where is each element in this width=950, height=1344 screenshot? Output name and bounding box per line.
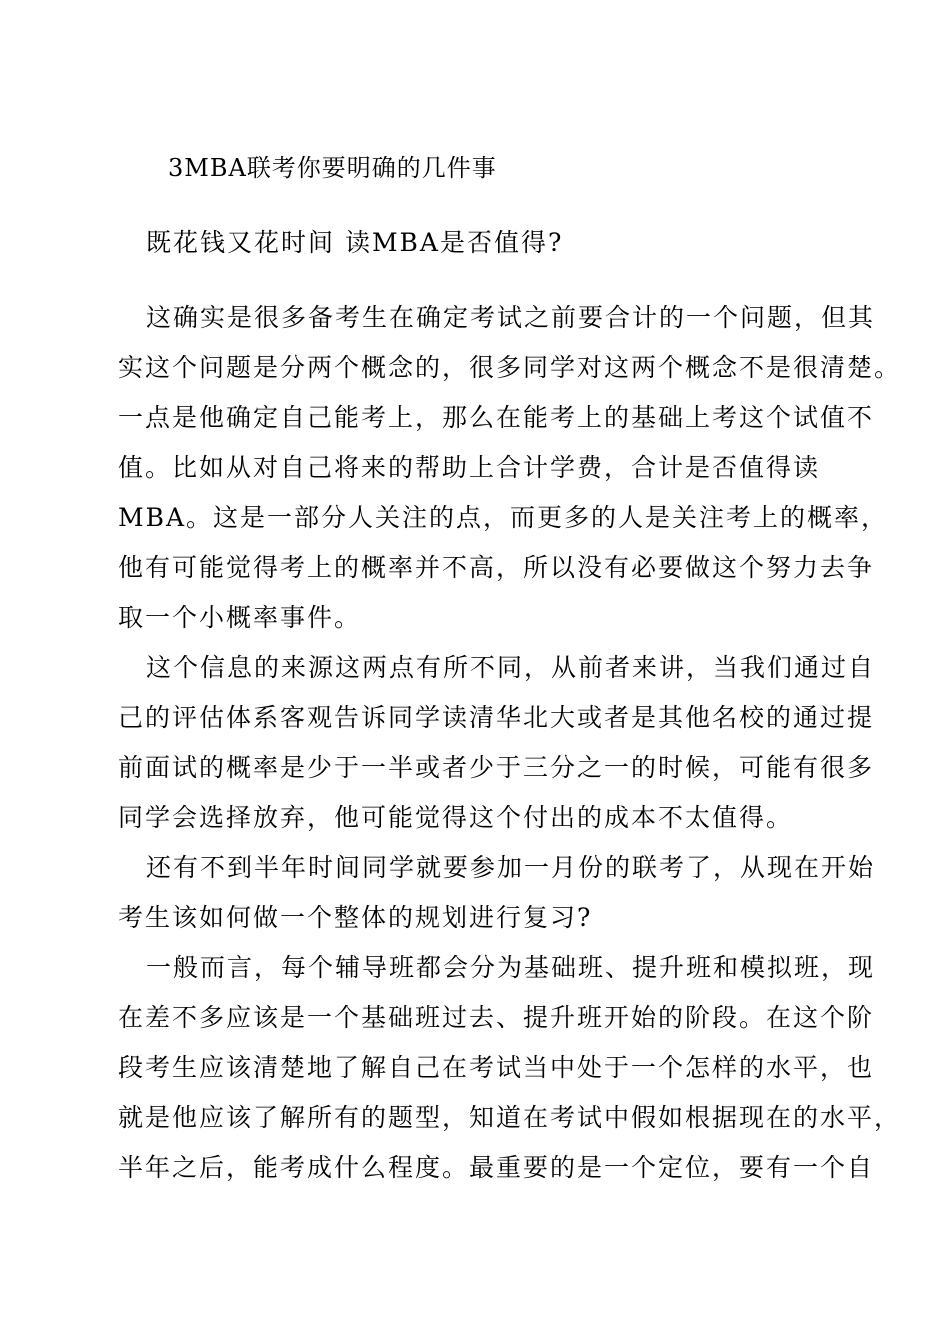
document-title: 3MBA联考你要明确的几件事 [168,154,497,182]
text-line: 还有不到半年时间同学就要参加一月份的联考了，从现在开始 [146,853,876,882]
text-line: 就是他应该了解所有的题型，知道在考试中假如根据现在的水平， [118,1103,902,1132]
text-line: 半年之后，能考成什么程度。最重要的是一个定位，要有一个自 [118,1153,875,1182]
text-line: 前面试的概率是少于一半或者少于三分之一的时候，可能有很多 [118,753,875,782]
text-line: 这个信息的来源这两点有所不同，从前者来讲，当我们通过自 [146,653,876,682]
text-line: 段考生应该清楚地了解自己在考试当中处于一个怎样的水平，也 [118,1053,875,1082]
text-line: 考生该如何做一个整体的规划进行复习? [118,903,593,932]
text-line: 他有可能觉得考上的概率并不高，所以没有必要做这个努力去争 [118,553,875,582]
text-line: 这确实是很多备考生在确定考试之前要合计的一个问题，但其 [146,303,876,332]
text-line: 一般而言，每个辅导班都会分为基础班、提升班和模拟班，现 [146,953,876,982]
text-line: 一点是他确定自己能考上，那么在能考上的基础上考这个试值不 [118,403,875,432]
text-line: 在差不多应该是一个基础班过去、提升班开始的阶段。在这个阶 [118,1003,875,1032]
text-line: 实这个问题是分两个概念的，很多同学对这两个概念不是很清楚。 [118,353,902,382]
text-line: 己的评估体系客观告诉同学读清华北大或者是其他名校的通过提 [118,703,875,732]
text-line: 取一个小概率事件。 [118,603,362,632]
text-line: 值。比如从对自己将来的帮助上合计学费，合计是否值得读 [118,453,821,482]
text-line: 同学会选择放弃，他可能觉得这个付出的成本不太值得。 [118,803,794,832]
text-line: MBA。这是一部分人关注的点，而更多的人是关注考上的概率， [118,503,889,532]
text-line: 既花钱又花时间 读MBA是否值得? [146,228,564,257]
